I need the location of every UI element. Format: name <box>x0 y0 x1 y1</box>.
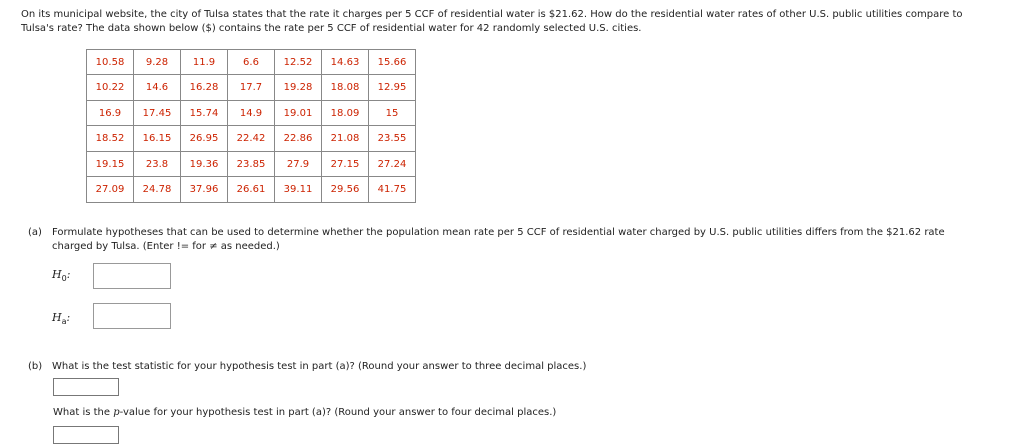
table-cell: 18.52 <box>87 126 134 152</box>
table-cell: 14.9 <box>228 101 275 126</box>
table-row <box>87 126 416 152</box>
table-cell: 39.11 <box>275 177 322 203</box>
part-b-question: What is the test statistic for your hypothesis test in part (a)? (Round your answer to three decimal places.) <box>52 361 587 372</box>
part-a <box>28 226 998 254</box>
part-a-question-line-1: Formulate hypotheses that can be used to determine whether the population mean rate per 5 CCF of residential water charged by U.S. public utilities differs from the $21.62 rate <box>52 227 945 238</box>
ha-input[interactable] <box>93 303 171 329</box>
table-cell: 19.01 <box>275 101 322 126</box>
table-cell: 22.86 <box>275 126 322 152</box>
table-row <box>87 50 416 75</box>
water-rates-table <box>86 49 416 203</box>
table-cell: 22.42 <box>228 126 275 152</box>
table-cell: 21.08 <box>322 126 369 152</box>
part-b-label: (b) <box>28 361 43 372</box>
table-cell: 12.52 <box>275 50 322 75</box>
table-cell: 11.9 <box>181 50 228 75</box>
test-statistic-input[interactable] <box>53 378 119 396</box>
table-cell: 27.09 <box>87 177 134 203</box>
table-cell: 15.74 <box>181 101 228 126</box>
problem-intro <box>21 8 1016 36</box>
table-cell: 16.15 <box>134 126 181 152</box>
table-cell: 19.36 <box>181 152 228 177</box>
intro-line-2: Tulsa's rate? The data shown below ($) contains the rate per 5 CCF of residential water for 42 randomly selected U.S. cities. <box>21 23 642 34</box>
part-a-question-line-2: charged by Tulsa. (Enter != for ≠ as needed.) <box>52 241 280 252</box>
table-cell: 14.63 <box>322 50 369 75</box>
table-cell: 41.75 <box>369 177 416 203</box>
table-cell: 6.6 <box>228 50 275 75</box>
table-cell: 17.7 <box>228 75 275 101</box>
table-cell: 16.9 <box>87 101 134 126</box>
table-cell: 19.15 <box>87 152 134 177</box>
table-cell: 23.55 <box>369 126 416 152</box>
table-cell: 26.61 <box>228 177 275 203</box>
table-cell: 10.22 <box>87 75 134 101</box>
table-cell: 18.08 <box>322 75 369 101</box>
table-cell: 15.66 <box>369 50 416 75</box>
table-cell: 10.58 <box>87 50 134 75</box>
table-cell: 17.45 <box>134 101 181 126</box>
table-cell: 16.28 <box>181 75 228 101</box>
table-cell: 29.56 <box>322 177 369 203</box>
table-cell: 12.95 <box>369 75 416 101</box>
intro-line-1: On its municipal website, the city of Tulsa states that the rate it charges per 5 CCF of residential water is $21.62. How do the residential water rates of other U.S. public utilities compare to <box>21 9 963 20</box>
table-cell: 23.85 <box>228 152 275 177</box>
table-row <box>87 101 416 126</box>
p-value-input[interactable] <box>53 426 119 444</box>
part-a-label: (a) <box>28 227 42 238</box>
table-cell: 23.8 <box>134 152 181 177</box>
p-value-question: What is the p-value for your hypothesis test in part (a)? (Round your answer to four decimal places.) <box>53 407 557 418</box>
ha-label: $H_a$: <box>52 311 71 326</box>
table-cell: 15 <box>369 101 416 126</box>
table-cell: 27.24 <box>369 152 416 177</box>
part-b <box>28 360 988 374</box>
h0-label: $H_0$: <box>52 268 71 283</box>
table-row <box>87 75 416 101</box>
table-cell: 18.09 <box>322 101 369 126</box>
table-cell: 14.6 <box>134 75 181 101</box>
h0-input[interactable] <box>93 263 171 289</box>
table-cell: 27.15 <box>322 152 369 177</box>
table-cell: 9.28 <box>134 50 181 75</box>
table-cell: 26.95 <box>181 126 228 152</box>
table-cell: 37.96 <box>181 177 228 203</box>
table-row <box>87 177 416 203</box>
table-cell: 24.78 <box>134 177 181 203</box>
table-cell: 19.28 <box>275 75 322 101</box>
table-cell: 27.9 <box>275 152 322 177</box>
table-row <box>87 152 416 177</box>
